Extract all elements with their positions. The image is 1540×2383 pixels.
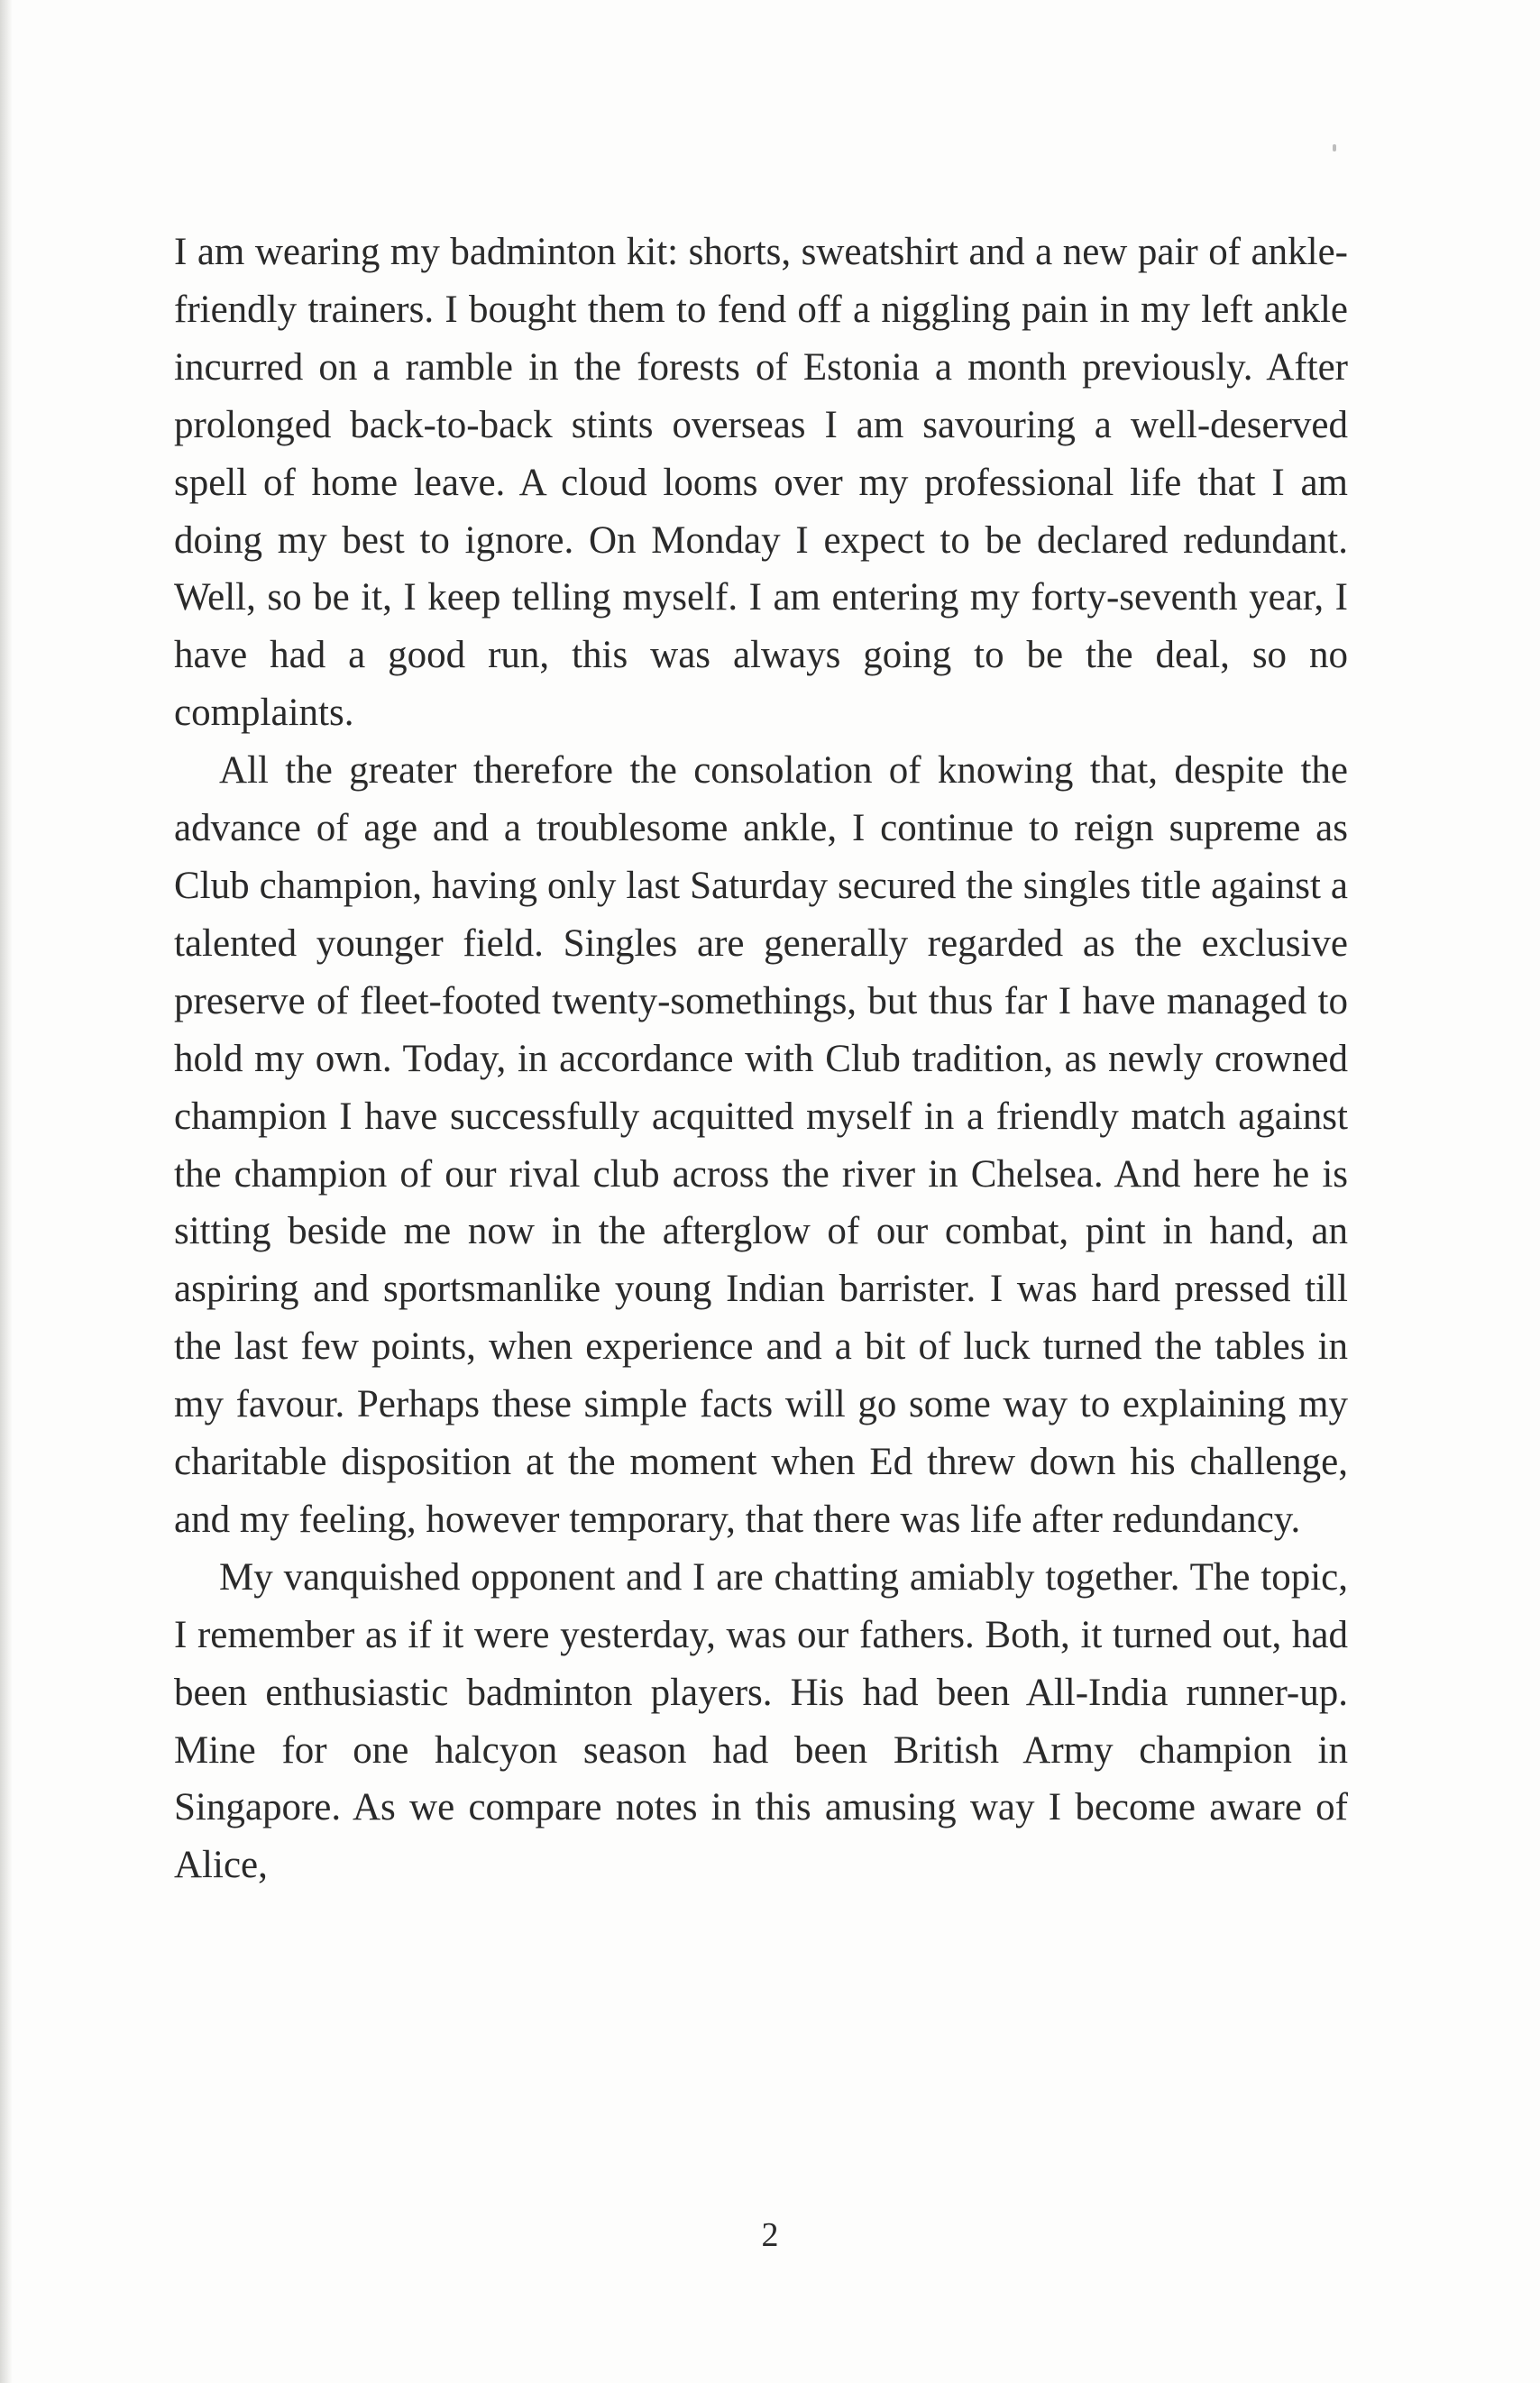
paragraph-3: My vanquished opponent and I are chatting amiably together. The topic, I remember as if it were yesterday, was our fathers. Both, it turned out, had been enthusiastic badminton players. His had been All-India runner-up. Mine for one halcyon season had been British Army champion in Singapore. As we compare notes in this amusing way I become aware of Alice, xyxy=(174,1555,1348,1887)
page-number: 2 xyxy=(761,2216,779,2254)
paragraph-2: All the greater therefore the consolation of knowing that, despite the advance of age and a troublesome ankle, I continue to reign supreme as Club champion, having only last Saturday secured the singles title against a talented younger field. Singles are generally regarded as the exclusive preserve of fleet-footed twenty-somethings, but thus far I have managed to hold my own. Today, in accordance with Club tradition, as newly crowned champion I have successfully acquitted myself in a friendly match against the champion of our rival club across the river in Chelsea. And here he is sitting beside me now in the afterglow of our combat, pint in hand, an aspiring and sportsmanlike young Indian barrister. I was hard pressed till the last few points, when experience and a bit of luck turned the tables in my favour. Perhaps these simple facts will go some way to explaining my charitable disposition at the moment when Ed threw down his challenge, and my feeling, however temporary, that there was life after redundancy. xyxy=(174,749,1348,1541)
paragraph-1: I am wearing my badminton kit: shorts, sweatshirt and a new pair of ankle-friendly trainers. I bought them to fend off a niggling pain in my left ankle incurred on a ramble in the forests of Estonia a month previously. After prolonged back-to-back stints overseas I am savouring a well-deserved spell of home leave. A cloud looms over my professional life that I am doing my best to ignore. On Monday I expect to be declared redundant. Well, so be it, I keep telling myself. I am entering my forty-seventh year, I have had a good run, this was always going to be the deal, so no complaints. xyxy=(174,231,1348,735)
page-body xyxy=(174,224,1348,1894)
page-edge-shadow xyxy=(0,0,13,2383)
paper-speck xyxy=(1333,144,1336,151)
